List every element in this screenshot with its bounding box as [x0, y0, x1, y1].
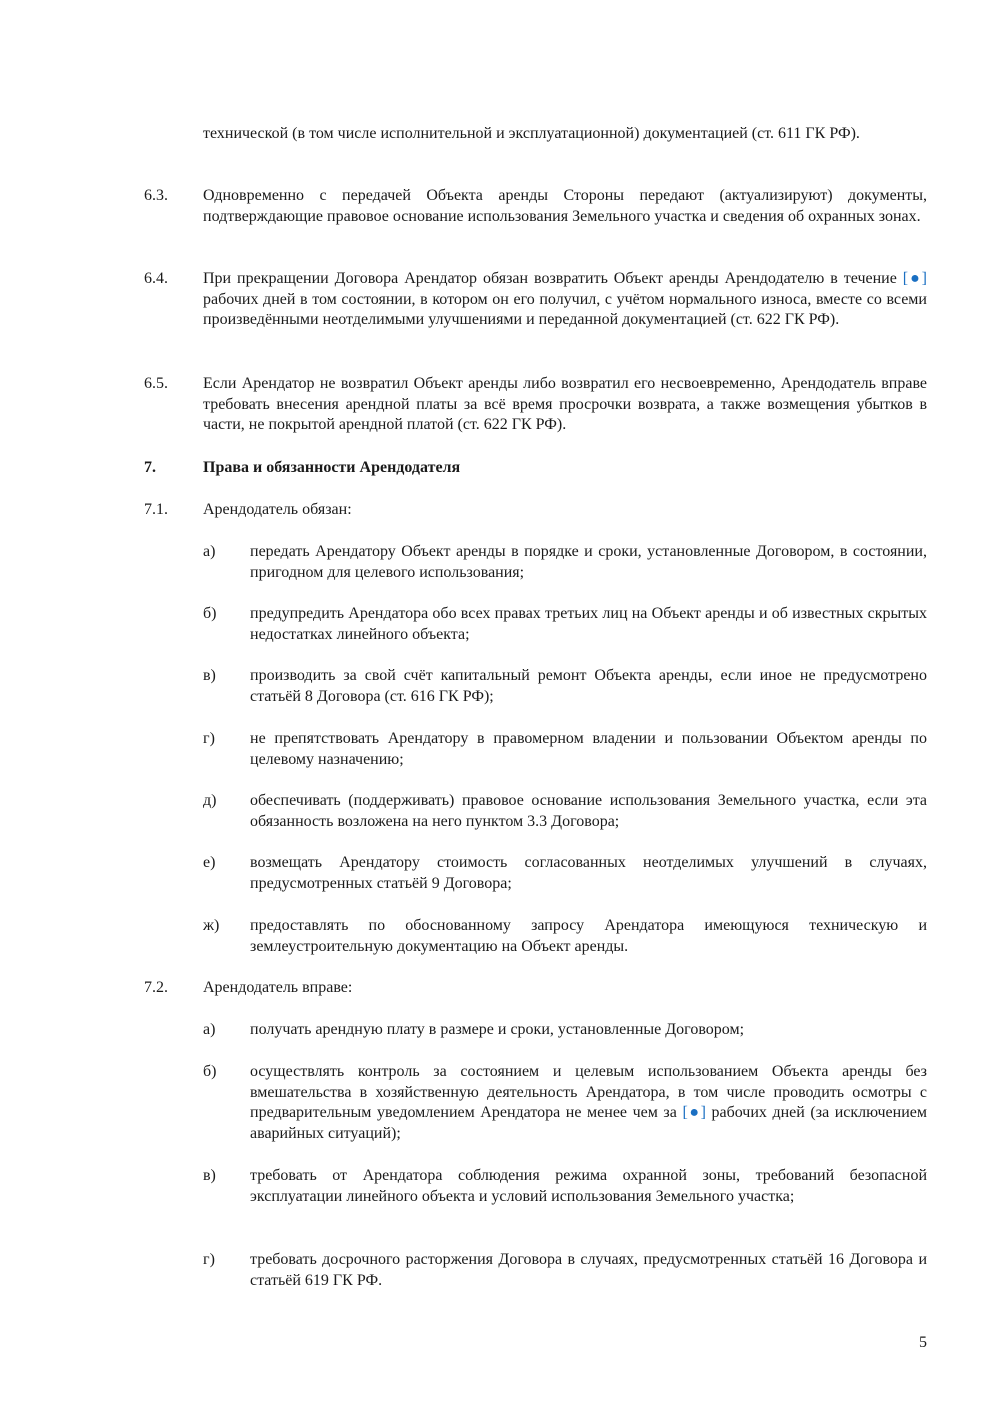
clause-number-7-2: 7.2. [144, 979, 168, 996]
list-item-text: получать арендную плату в размере и сроки, установленные Договором; [250, 1021, 745, 1038]
clause-number-7-1: 7.1. [144, 501, 168, 518]
list-item-text: производить за свой счёт капитальный ремонт Объекта аренды, если иное не предусмотрено статьёй 8 Договора (ст. 616 ГК РФ); [250, 667, 927, 705]
continuation-paragraph: технической (в том числе исполнительной и эксплуатационной) документацией (ст. 611 ГК РФ). [203, 125, 860, 142]
list-item-text: не препятствовать Арендатору в правомерном владении и пользовании Объектом аренды по целевому назначению; [250, 730, 927, 768]
clause-text-6-4-after: рабочих дней в том состоянии, в котором он его получил, с учётом нормального износа, вместе со всеми произведёнными неотделимыми улучшениями и переданной документацией (ст. 622 ГК РФ). [203, 290, 927, 328]
placeholder-marker: [●] [902, 270, 928, 287]
list-item-text: обеспечивать (поддерживать) правовое основание использования Земельного участка, если эта обязанность возложена на него пунктом 3.3 Договора; [250, 792, 927, 830]
clause-text-6-5: Если Арендатор не возвратил Объект аренды либо возвратил его несвоевременно, Арендодатель вправе требовать внесения арендной платы за всё время просрочки возврата, а также возмещения убытков в части, не покрытой арендной платой (ст. 622 ГК РФ). [203, 375, 927, 433]
section-number-7: 7. [144, 459, 156, 476]
clause-text-6-3: Одновременно с передачей Объекта аренды Стороны передают (актуализируют) документы, подтверждающие правовое основание использования Земельного участка и сведения об охранных зонах. [203, 187, 927, 225]
clause-text-6-4-before: При прекращении Договора Арендатор обязан возвратить Объект аренды Арендодателю в течение [203, 270, 903, 287]
list-item-text: требовать от Арендатора соблюдения режима охранной зоны, требований безопасной эксплуатации линейного объекта и условий использования Земельного участка; [250, 1167, 927, 1205]
list-item-text: предупредить Арендатора обо всех правах третьих лиц на Объект аренды и об известных скрытых недостатках линейного объекта; [250, 605, 927, 643]
list-item-letter: б) [203, 1063, 217, 1080]
list-item-letter: в) [203, 667, 216, 684]
list-item-letter: а) [203, 543, 216, 560]
list-item-text-before: осуществлять контроль за состоянием и целевым использованием Объекта аренды без вмешательства в хозяйственную деятельность Арендатора, в том числе проводить осмотры с предварительным уведомлением Арендатора не менее чем за [250, 1063, 927, 1121]
section-title-7: Права и обязанности Арендодателя [203, 459, 461, 476]
clause-text-7-2: Арендодатель вправе: [203, 979, 353, 996]
list-item-text-after: рабочих дней (за исключением аварийных ситуаций); [250, 1104, 928, 1142]
clause-number-6-4: 6.4. [144, 270, 168, 287]
clause-number-6-5: 6.5. [144, 375, 168, 392]
list-item-letter: в) [203, 1167, 216, 1184]
clause-text-6-4 [203, 269, 927, 331]
clause-text-7-1: Арендодатель обязан: [203, 501, 352, 518]
list-item-text: передать Арендатору Объект аренды в порядке и сроки, установленные Договором, в состоянии, пригодном для целевого использования; [250, 543, 927, 581]
list-item-letter: а) [203, 1021, 216, 1038]
clause-number-6-3: 6.3. [144, 187, 168, 204]
list-item-letter: д) [203, 792, 217, 809]
placeholder-marker: [●] [682, 1104, 706, 1121]
list-item-text [250, 1062, 927, 1144]
page-number: 5 [919, 1334, 927, 1351]
list-item-text: предоставлять по обоснованному запросу Арендатора имеющуюся техническую и землеустроительную документацию на Объект аренды. [250, 917, 927, 955]
list-item-text: требовать досрочного расторжения Договора в случаях, предусмотренных статьёй 16 Договора и статьёй 619 ГК РФ. [250, 1251, 927, 1289]
list-item-text: возмещать Арендатору стоимость согласованных неотделимых улучшений в случаях, предусмотренных статьёй 9 Договора; [250, 854, 927, 892]
list-item-letter: ж) [203, 917, 220, 934]
list-item-letter: г) [203, 1251, 215, 1268]
list-item-letter: г) [203, 730, 215, 747]
list-item-letter: б) [203, 605, 217, 622]
list-item-letter: е) [203, 854, 216, 871]
